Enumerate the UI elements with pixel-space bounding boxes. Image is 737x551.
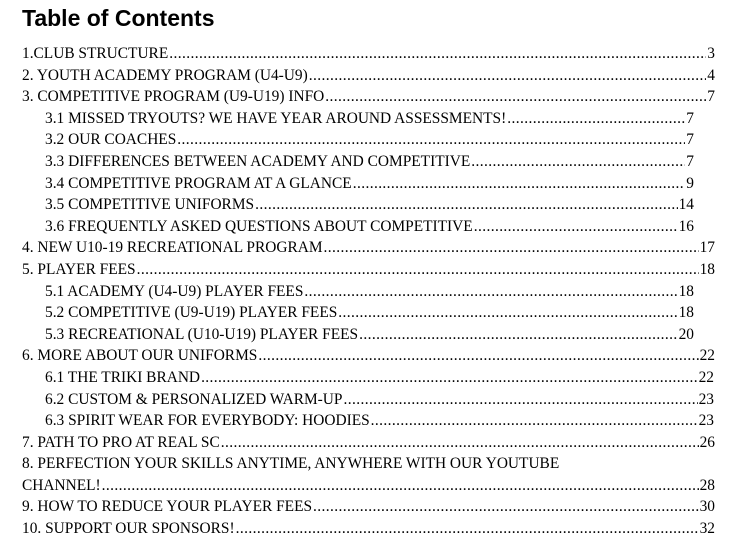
dot-leader [102,475,699,497]
toc-entry-6-1[interactable] [45,367,714,389]
toc-entry-4[interactable] [22,237,715,259]
toc-entry-5[interactable] [22,259,715,281]
dot-leader [507,108,685,130]
dot-leader [309,65,707,87]
toc-entry-label: 3.3 DIFFERENCES BETWEEN ACADEMY AND COMPETITIVE [45,152,471,170]
toc-entry-page: 7 [707,88,715,106]
dot-leader [137,259,699,281]
toc-entry-9[interactable] [22,496,715,518]
dot-leader [371,410,698,432]
toc-entry-6-3[interactable] [45,410,714,432]
toc-entry-label: 5. PLAYER FEES [22,260,136,278]
toc-entry-label: 5.1 ACADEMY (U4-U9) PLAYER FEES [45,282,304,300]
toc-entry-page: 14 [678,196,694,214]
toc-entry-label: 3.5 COMPETITIVE UNIFORMS [45,196,255,214]
toc-entry-page: 9 [686,174,694,192]
toc-entry-label: 3.6 FREQUENTLY ASKED QUESTIONS ABOUT COMPETITIVE [45,217,473,235]
toc-entry-page: 18 [699,260,715,278]
toc-entry-page: 30 [699,498,715,516]
toc-title: Table of Contents [22,5,215,31]
toc-entry-3-2[interactable] [45,129,694,151]
toc-entry-page: 22 [698,368,714,386]
toc-entry-3[interactable] [22,86,715,108]
toc-entry-2[interactable] [22,65,715,87]
toc-entry-1[interactable] [22,43,715,65]
toc-entry-page: 26 [699,433,715,451]
toc-entry-label: 3. COMPETITIVE PROGRAM (U9-U19) INFO [22,88,325,106]
toc-entry-label: 9. HOW TO REDUCE YOUR PLAYER FEES [22,498,313,516]
toc-entry-page: 28 [699,476,715,494]
toc-entry-label: 6.2 CUSTOM & PERSONALIZED WARM-UP [45,390,343,408]
toc-entry-page: 32 [699,520,715,538]
toc-entry-3-6[interactable] [45,216,694,238]
toc-entry-page: 23 [698,390,714,408]
dot-leader [474,216,678,238]
toc-entry-page: 7 [686,152,694,170]
toc-entry-label: 6. MORE ABOUT OUR UNIFORMS [22,347,258,365]
toc-entry-page: 16 [678,217,694,235]
toc-entry-8[interactable] [22,453,715,496]
dot-leader [343,389,697,411]
dot-leader [169,43,706,65]
toc-entry-label: 1.CLUB STRUCTURE [22,45,169,62]
dot-leader [359,324,678,346]
toc-entry-label: 10. SUPPORT OUR SPONSORS! [22,520,235,538]
toc-entry-label-continued: CHANNEL! [22,476,101,494]
toc-entry-3-1[interactable] [45,108,694,130]
dot-leader [255,194,678,216]
toc-entry-3-5[interactable] [45,194,694,216]
toc-entry-label: 5.2 COMPETITIVE (U9-U19) PLAYER FEES [45,304,338,322]
dot-leader [304,281,677,303]
toc-entry-label: 6.1 THE TRIKI BRAND [45,368,201,386]
toc-entry-label: 5.3 RECREATIONAL (U10-U19) PLAYER FEES [45,325,359,343]
toc-entry-label: 3.1 MISSED TRYOUTS? WE HAVE YEAR AROUND ASSESSMENTS! [45,109,507,127]
dot-leader [353,173,686,195]
toc-entry-page: 17 [699,239,715,257]
dot-leader [313,496,699,518]
toc-list [0,43,737,540]
dot-leader [324,237,699,259]
toc-entry-5-1[interactable] [45,281,694,303]
toc-entry-6-2[interactable] [45,389,714,411]
toc-entry-continuation [22,475,715,497]
toc-entry-3-4[interactable] [45,173,694,195]
dot-leader [258,345,698,367]
dot-leader [201,367,698,389]
toc-entry-label: 7. PATH TO PRO AT REAL SC [22,433,220,451]
toc-entry-5-2[interactable] [45,302,694,324]
toc-entry-6[interactable] [22,345,715,367]
toc-entry-label: 6.3 SPIRIT WEAR FOR EVERYBODY: HOODIES [45,412,370,430]
dot-leader [177,129,685,151]
dot-leader [221,432,699,454]
toc-entry-label: 8. PERFECTION YOUR SKILLS ANYTIME, ANYWHERE WITH OUR YOUTUBE [22,455,560,473]
dot-leader [338,302,677,324]
toc-entry-label: 3.2 OUR COACHES [45,131,177,149]
toc-entry-10[interactable] [22,518,715,540]
dot-leader [471,151,685,173]
toc-entry-page: 7 [686,131,694,149]
toc-entry-page: 23 [698,412,714,430]
toc-entry-page: 7 [686,109,694,127]
toc-entry-label: 4. NEW U10-19 RECREATIONAL PROGRAM [22,239,323,257]
dot-leader [236,518,699,540]
toc-entry-7[interactable] [22,432,715,454]
toc-entry-page: 22 [699,347,715,365]
toc-entry-5-3[interactable] [45,324,694,346]
toc-entry-page: 18 [678,304,694,322]
toc-entry-page: 20 [678,325,694,343]
toc-entry-page: 3 [707,45,715,62]
toc-entry-label: 2. YOUTH ACADEMY PROGRAM (U4-U9) [22,66,308,84]
toc-entry-label: 3.4 COMPETITIVE PROGRAM AT A GLANCE [45,174,352,192]
dot-leader [325,86,706,108]
toc-entry-page: 18 [678,282,694,300]
toc-entry-page: 4 [707,66,715,84]
toc-entry-3-3[interactable] [45,151,694,173]
